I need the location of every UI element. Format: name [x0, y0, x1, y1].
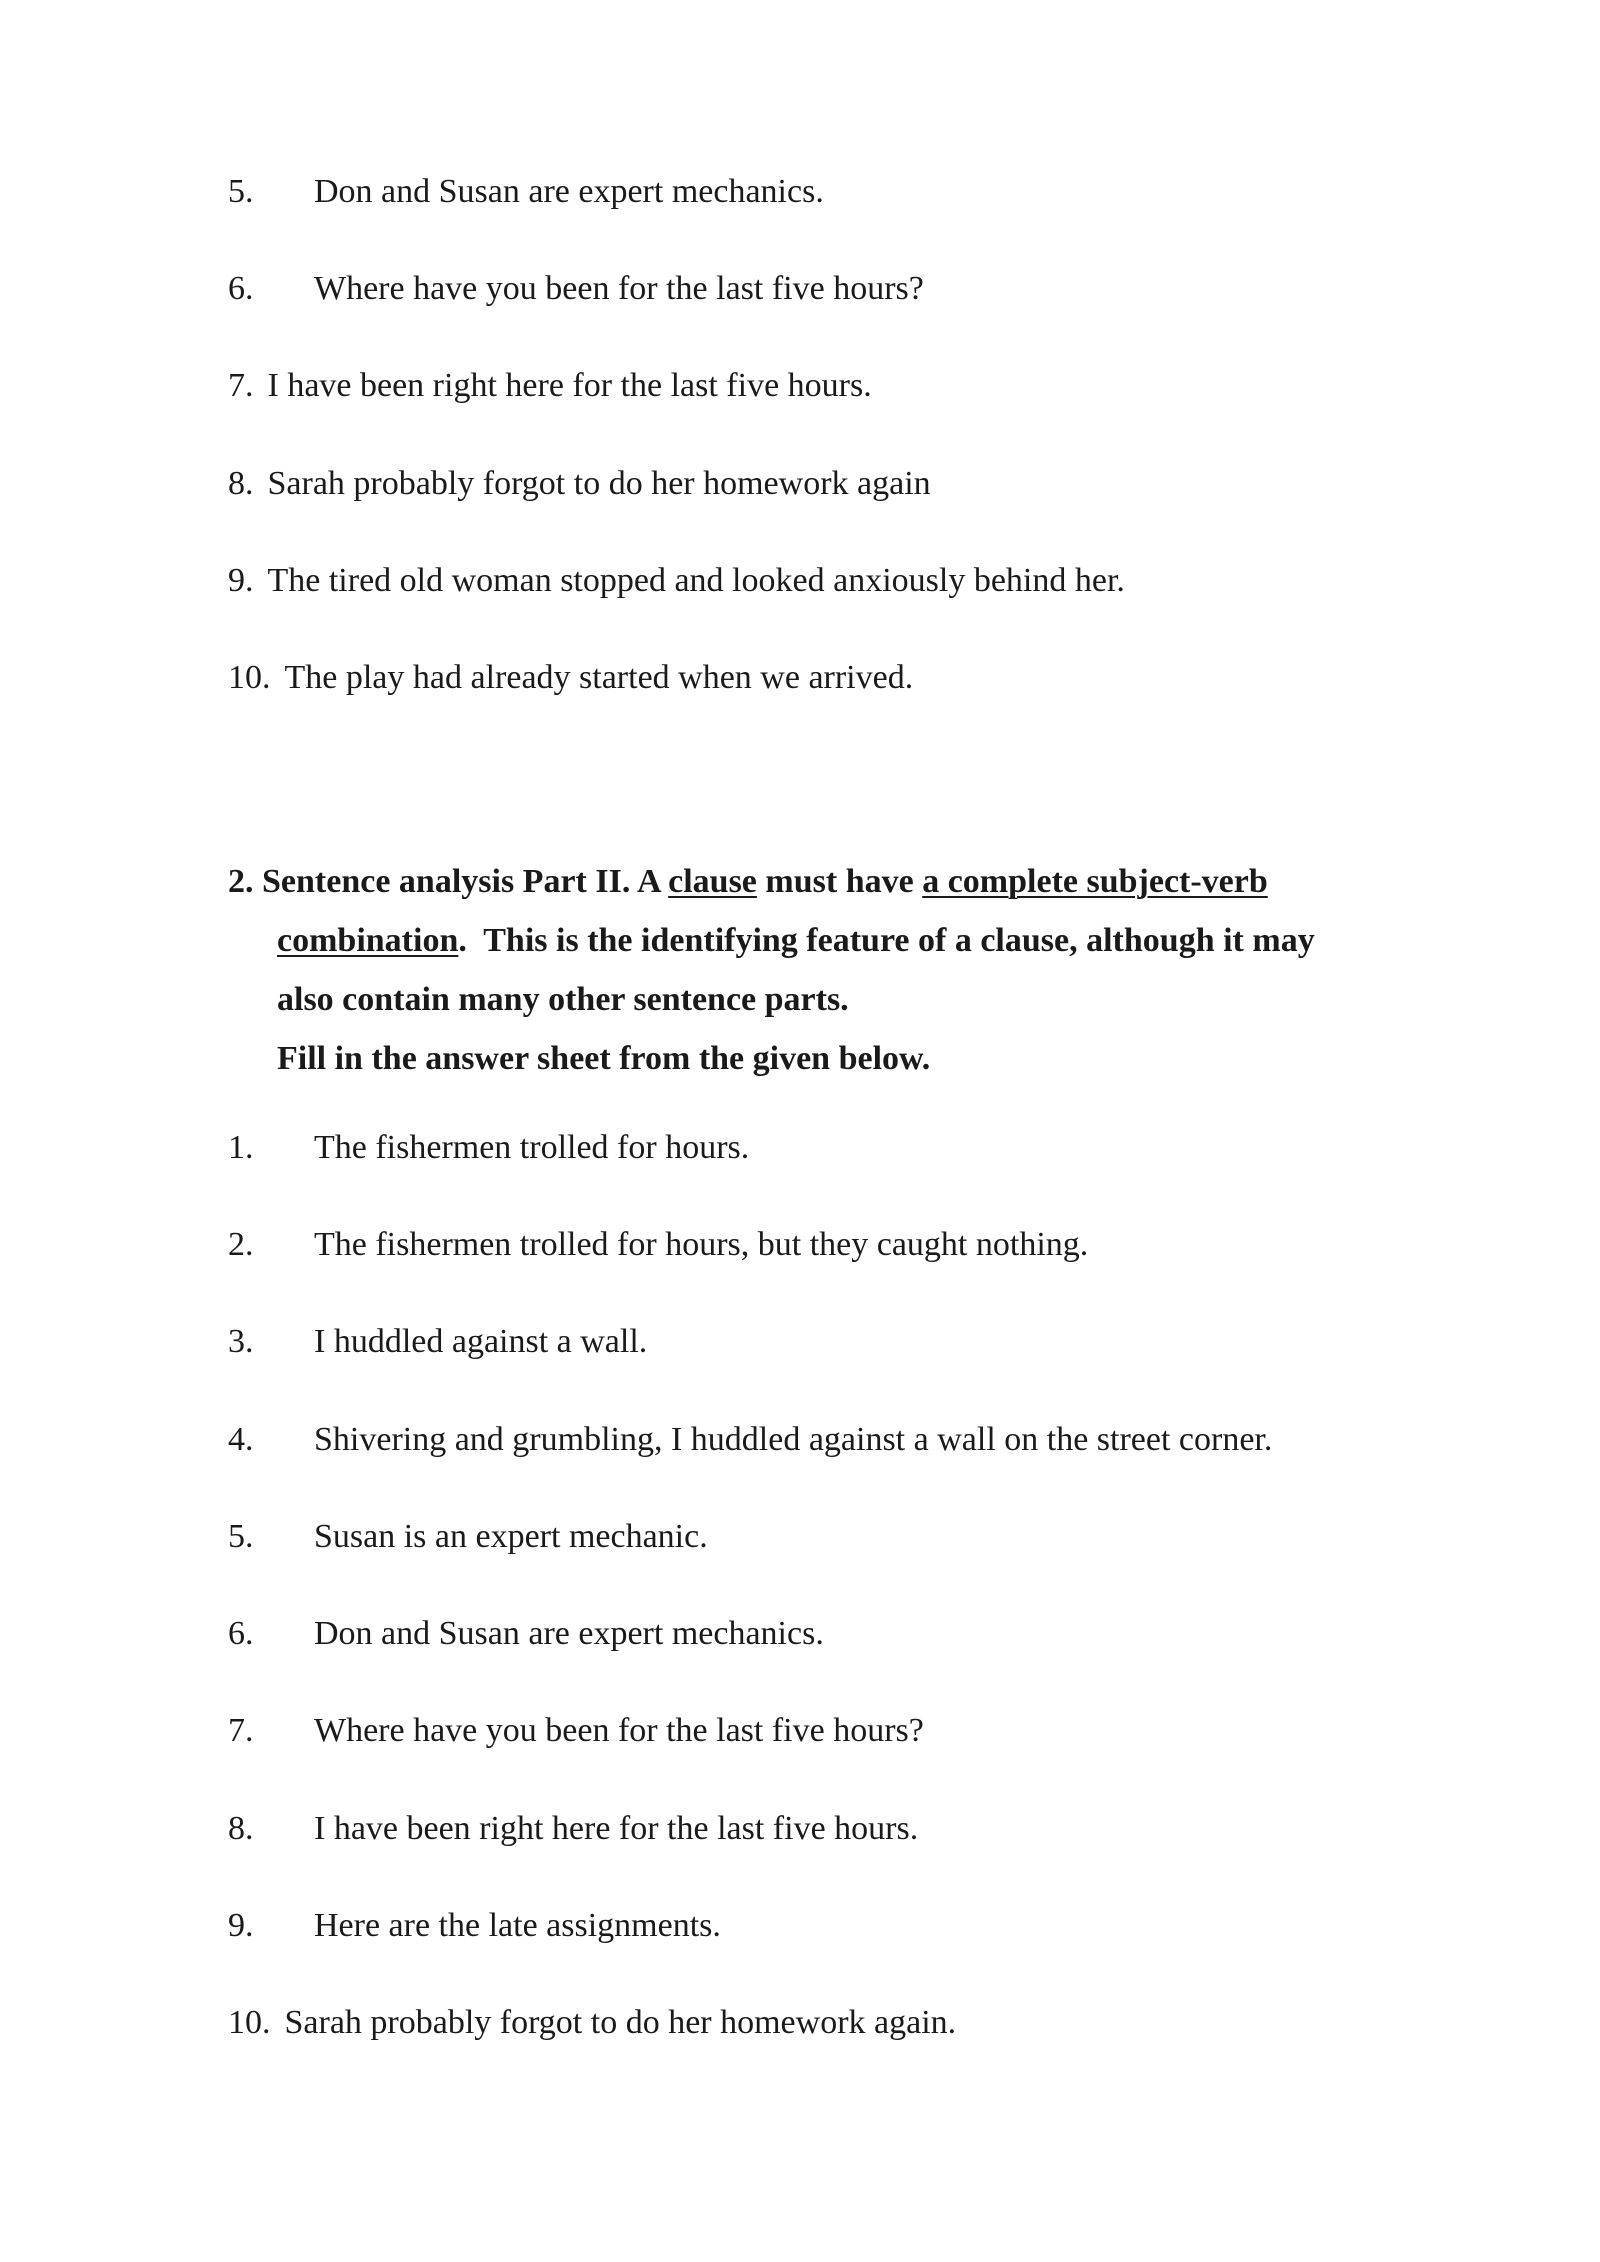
list-number: 6.: [228, 1615, 254, 1652]
list-item: [228, 269, 924, 309]
list-item: [228, 172, 824, 212]
complete-combination-term-b: combination: [277, 922, 459, 959]
list-number: 10.: [228, 659, 271, 696]
list-item: [228, 561, 1125, 601]
list-number: 1.: [228, 1129, 254, 1166]
list-text: I have been right here for the last five hours.: [267, 367, 872, 404]
list-item: [228, 1420, 1272, 1460]
list-number: 9.: [228, 1907, 254, 1944]
list-item: [228, 366, 872, 406]
section-number: 2.: [228, 863, 254, 900]
list-text: The fishermen trolled for hours.: [314, 1129, 750, 1166]
list-number: 4.: [228, 1421, 254, 1458]
list-number: 5.: [228, 173, 254, 210]
complete-combination-term-a: a complete subject-verb: [922, 863, 1268, 900]
list-item: [228, 1614, 824, 1654]
list-number: 8.: [228, 465, 254, 502]
list-item: [228, 1517, 708, 1557]
list-number: 6.: [228, 270, 254, 307]
list-text: Here are the late assignments.: [314, 1907, 721, 1944]
list-text: Sarah probably forgot to do her homework again.: [284, 2004, 957, 2041]
list-text: Susan is an expert mechanic.: [314, 1518, 708, 1555]
list-number: 10.: [228, 2004, 271, 2041]
list-number: 3.: [228, 1323, 254, 1360]
list-number: 2.: [228, 1226, 254, 1263]
list-text: Sarah probably forgot to do her homework again: [267, 465, 931, 502]
list-item: [228, 1906, 721, 1946]
list-text: The play had already started when we arrived.: [284, 659, 914, 696]
list-text: I huddled against a wall.: [314, 1323, 648, 1360]
section-title: Sentence analysis Part II. A: [262, 863, 660, 900]
heading-instruction: Fill in the answer sheet from the given below.: [277, 1040, 931, 1077]
section-heading: [228, 852, 1468, 1088]
heading-line-2: [228, 911, 1468, 970]
list-text: Where have you been for the last five hours?: [314, 1712, 924, 1749]
must-have-text: must have: [765, 863, 914, 900]
list-item: [228, 1711, 924, 1751]
list-item: [228, 1809, 918, 1849]
list-number: 9.: [228, 562, 254, 599]
list-text: Shivering and grumbling, I huddled against a wall on the street corner.: [314, 1421, 1273, 1458]
list-item: [228, 1128, 749, 1168]
clause-term: clause: [668, 863, 757, 900]
list-text: Don and Susan are expert mechanics.: [314, 173, 824, 210]
list-item: [228, 464, 931, 504]
heading-line-3: also contain many other sentence parts.: [277, 981, 849, 1018]
list-text: I have been right here for the last five hours.: [314, 1810, 919, 1847]
list-number: 8.: [228, 1810, 254, 1847]
list-item: [228, 1322, 647, 1362]
list-number: 7.: [228, 1712, 254, 1749]
list-item: [228, 658, 913, 698]
list-item: [228, 1225, 1088, 1265]
list-item: [228, 2003, 956, 2043]
list-text: Don and Susan are expert mechanics.: [314, 1615, 824, 1652]
heading-line-1: [228, 852, 1468, 911]
list-text: Where have you been for the last five hours?: [314, 270, 924, 307]
list-text: The tired old woman stopped and looked anxiously behind her.: [267, 562, 1125, 599]
list-number: 5.: [228, 1518, 254, 1555]
list-text: The fishermen trolled for hours, but they caught nothing.: [314, 1226, 1089, 1263]
list-number: 7.: [228, 367, 254, 404]
heading-line-2-rest: . This is the identifying feature of a clause, although it may: [458, 922, 1315, 959]
